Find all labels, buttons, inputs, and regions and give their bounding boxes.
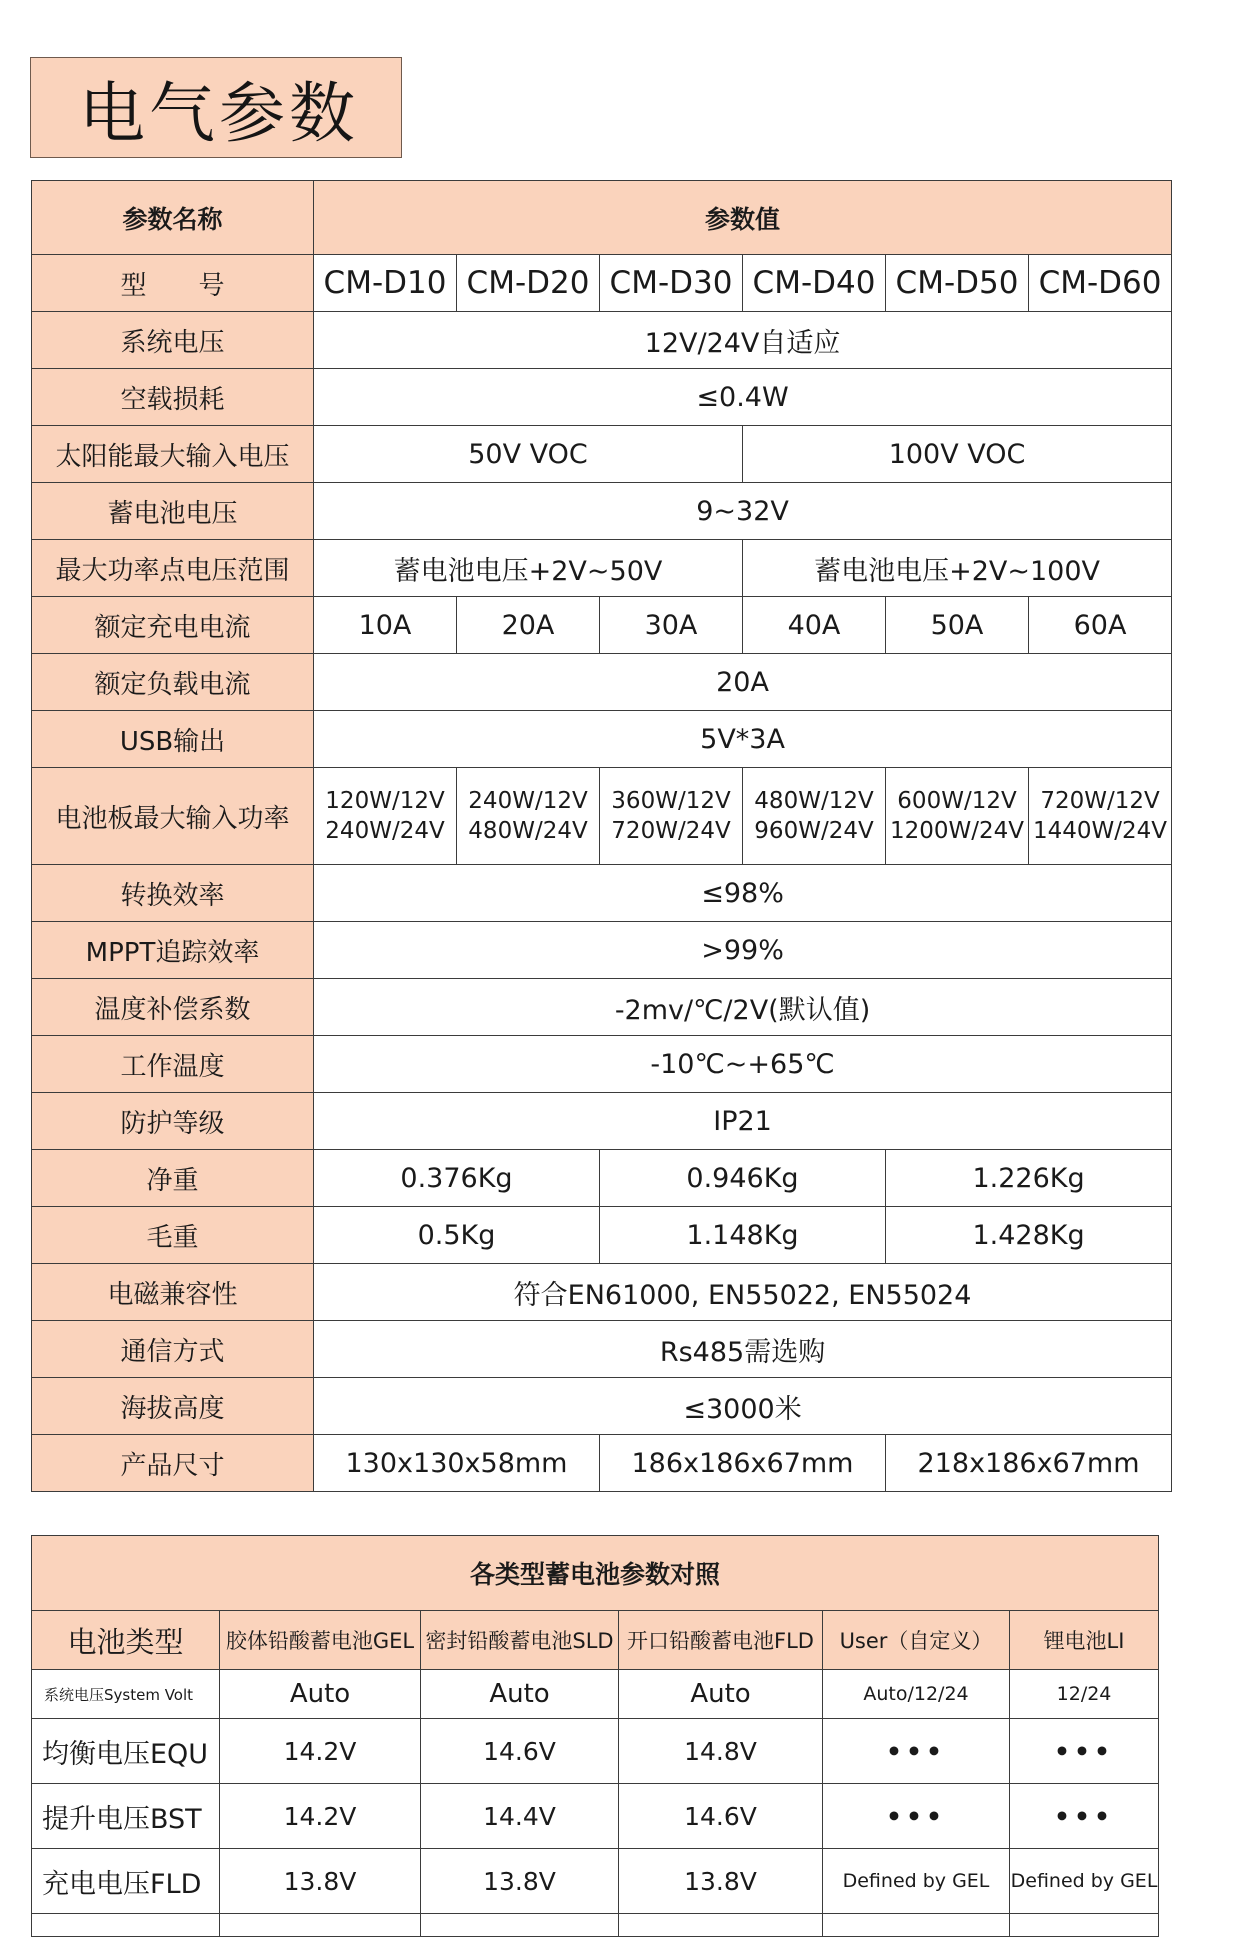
row-label: 工作温度 xyxy=(32,1036,314,1093)
battery-type-cell: 开口铅酸蓄电池FLD xyxy=(619,1611,823,1670)
row-value: Rs485需选购 xyxy=(314,1321,1172,1378)
row-value: 蓄电池电压+2V~100V xyxy=(743,540,1172,597)
row-value: ••• xyxy=(1010,1719,1159,1784)
row-value: 14.2V xyxy=(220,1719,421,1784)
battery-table-caption: 各类型蓄电池参数对照 xyxy=(32,1536,1159,1611)
row-value: 9~32V xyxy=(314,483,1172,540)
row-value: ••• xyxy=(823,1784,1010,1849)
spec-row-panel-power xyxy=(32,768,1172,865)
battery-type-cell: 密封铅酸蓄电池SLD xyxy=(421,1611,619,1670)
row-value xyxy=(457,768,600,865)
spec-row-model xyxy=(32,255,1172,312)
row-value: -2mv/℃/2V(默认值) xyxy=(314,979,1172,1036)
spec-row-mppt-range xyxy=(32,540,1172,597)
spec-row-emc xyxy=(32,1264,1172,1321)
row-label: 产品尺寸 xyxy=(32,1435,314,1492)
model-cell: CM-D30 xyxy=(600,255,743,312)
spec-row-battery-voltage xyxy=(32,483,1172,540)
row-label: 通信方式 xyxy=(32,1321,314,1378)
section-title: 电气参数 xyxy=(79,75,359,152)
battery-type-cell: 胶体铅酸蓄电池GEL xyxy=(220,1611,421,1670)
row-value: ≤0.4W xyxy=(314,369,1172,426)
row-value: Auto/12/24 xyxy=(823,1670,1010,1719)
spec-row-size xyxy=(32,1435,1172,1492)
row-label: 净重 xyxy=(32,1150,314,1207)
power-12v: 120W/12V xyxy=(325,788,445,814)
header-param-value: 参数值 xyxy=(314,181,1172,255)
row-value: Auto xyxy=(220,1670,421,1719)
row-value: 蓄电池电压+2V~50V xyxy=(314,540,743,597)
power-12v: 480W/12V xyxy=(754,788,874,814)
row-value: ••• xyxy=(1010,1784,1159,1849)
row-label: 充电电压FLD xyxy=(32,1849,220,1914)
row-value xyxy=(600,768,743,865)
spec-row-rated-charge xyxy=(32,597,1172,654)
row-value: 12V/24V自适应 xyxy=(314,312,1172,369)
spec-row-no-load-loss xyxy=(32,369,1172,426)
row-value xyxy=(886,768,1029,865)
battery-row-partial xyxy=(32,1914,1159,1937)
row-value: >99% xyxy=(314,922,1172,979)
row-value xyxy=(743,768,886,865)
row-label: 转换效率 xyxy=(32,865,314,922)
row-label: 额定充电电流 xyxy=(32,597,314,654)
row-value: 40A xyxy=(743,597,886,654)
battery-header-row xyxy=(32,1611,1159,1670)
row-value xyxy=(220,1914,421,1937)
row-value xyxy=(421,1914,619,1937)
row-label: 防护等级 xyxy=(32,1093,314,1150)
power-24v: 1200W/24V xyxy=(889,818,1025,844)
row-label: 太阳能最大输入电压 xyxy=(32,426,314,483)
row-label: 空载损耗 xyxy=(32,369,314,426)
battery-type-cell: User（自定义） xyxy=(823,1611,1010,1670)
power-12v: 360W/12V xyxy=(611,788,731,814)
power-24v: 960W/24V xyxy=(754,818,874,844)
row-value: 20A xyxy=(457,597,600,654)
battery-type-cell: 锂电池LI xyxy=(1010,1611,1159,1670)
row-label: 海拔高度 xyxy=(32,1378,314,1435)
power-12v: 240W/12V xyxy=(468,788,588,814)
row-value: ≤98% xyxy=(314,865,1172,922)
model-cell: CM-D50 xyxy=(886,255,1029,312)
electrical-spec-table xyxy=(31,180,1172,1492)
row-value: Defined by GEL xyxy=(1010,1849,1159,1914)
spec-row-gross-weight xyxy=(32,1207,1172,1264)
row-value: 14.2V xyxy=(220,1784,421,1849)
model-cell: CM-D60 xyxy=(1029,255,1172,312)
row-label: 额定负载电流 xyxy=(32,654,314,711)
row-value xyxy=(1010,1914,1159,1937)
power-24v: 720W/24V xyxy=(611,818,731,844)
row-value xyxy=(1029,768,1172,865)
row-label xyxy=(32,1914,220,1937)
row-label: USB输出 xyxy=(32,711,314,768)
spec-row-work-temp xyxy=(32,1036,1172,1093)
spec-row-solar-max-input xyxy=(32,426,1172,483)
row-value: 10A xyxy=(314,597,457,654)
row-value: 14.6V xyxy=(619,1784,823,1849)
model-cell: CM-D10 xyxy=(314,255,457,312)
row-value: 14.6V xyxy=(421,1719,619,1784)
row-value: 符合EN61000, EN55022, EN55024 xyxy=(314,1264,1172,1321)
row-value xyxy=(823,1914,1010,1937)
spec-row-usb xyxy=(32,711,1172,768)
row-value: -10℃~+65℃ xyxy=(314,1036,1172,1093)
spec-row-comm xyxy=(32,1321,1172,1378)
row-value: 20A xyxy=(314,654,1172,711)
row-value xyxy=(314,768,457,865)
spec-row-rated-load xyxy=(32,654,1172,711)
row-value: 100V VOC xyxy=(743,426,1172,483)
row-value xyxy=(619,1914,823,1937)
model-cell: CM-D40 xyxy=(743,255,886,312)
row-label: 电池板最大输入功率 xyxy=(32,768,314,865)
row-value: 60A xyxy=(1029,597,1172,654)
battery-type-table xyxy=(31,1535,1159,1937)
row-value: IP21 xyxy=(314,1093,1172,1150)
spec-row-temp-comp xyxy=(32,979,1172,1036)
battery-row-fld xyxy=(32,1849,1159,1914)
spec-row-altitude xyxy=(32,1378,1172,1435)
row-value: 5V*3A xyxy=(314,711,1172,768)
row-label: 均衡电压EQU xyxy=(32,1719,220,1784)
row-value: 14.8V xyxy=(619,1719,823,1784)
power-24v: 1440W/24V xyxy=(1033,818,1168,844)
row-value: Defined by GEL xyxy=(823,1849,1010,1914)
row-value: Auto xyxy=(421,1670,619,1719)
row-value: 50A xyxy=(886,597,1029,654)
model-cell: CM-D20 xyxy=(457,255,600,312)
spec-row-mppt-eff xyxy=(32,922,1172,979)
row-label: 系统电压 xyxy=(32,312,314,369)
power-24v: 480W/24V xyxy=(468,818,588,844)
row-value: 0.946Kg xyxy=(600,1150,886,1207)
row-label: 温度补偿系数 xyxy=(32,979,314,1036)
row-label: 电磁兼容性 xyxy=(32,1264,314,1321)
battery-caption-row xyxy=(32,1536,1159,1611)
spec-row-protection xyxy=(32,1093,1172,1150)
row-value: 1.226Kg xyxy=(886,1150,1172,1207)
row-value: ≤3000米 xyxy=(314,1378,1172,1435)
row-value: 130x130x58mm xyxy=(314,1435,600,1492)
row-label: 系统电压System Volt xyxy=(32,1670,220,1719)
row-value: 186x186x67mm xyxy=(600,1435,886,1492)
row-value: 1.148Kg xyxy=(600,1207,886,1264)
battery-row-bst xyxy=(32,1784,1159,1849)
row-value: 1.428Kg xyxy=(886,1207,1172,1264)
battery-row-system-volt xyxy=(32,1670,1159,1719)
row-value: 14.4V xyxy=(421,1784,619,1849)
power-24v: 240W/24V xyxy=(325,818,445,844)
row-value: Auto xyxy=(619,1670,823,1719)
spec-row-conversion xyxy=(32,865,1172,922)
power-12v: 720W/12V xyxy=(1040,788,1160,814)
spec-header-row xyxy=(32,181,1172,255)
row-label: 最大功率点电压范围 xyxy=(32,540,314,597)
row-value: 13.8V xyxy=(220,1849,421,1914)
section-title-box xyxy=(30,57,402,158)
battery-type-header: 电池类型 xyxy=(32,1611,220,1670)
row-value: 30A xyxy=(600,597,743,654)
power-12v: 600W/12V xyxy=(897,788,1017,814)
row-label: 提升电压BST xyxy=(32,1784,220,1849)
row-value: ••• xyxy=(823,1719,1010,1784)
row-value: 0.5Kg xyxy=(314,1207,600,1264)
row-value: 50V VOC xyxy=(314,426,743,483)
spec-row-net-weight xyxy=(32,1150,1172,1207)
row-value: 218x186x67mm xyxy=(886,1435,1172,1492)
row-value: 12/24 xyxy=(1010,1670,1159,1719)
spec-row-system-voltage xyxy=(32,312,1172,369)
row-label: 毛重 xyxy=(32,1207,314,1264)
row-label: 蓄电池电压 xyxy=(32,483,314,540)
row-label: MPPT追踪效率 xyxy=(32,922,314,979)
row-value: 13.8V xyxy=(421,1849,619,1914)
row-label: 型 号 xyxy=(32,255,314,312)
header-param-name: 参数名称 xyxy=(32,181,314,255)
battery-row-equ xyxy=(32,1719,1159,1784)
row-value: 0.376Kg xyxy=(314,1150,600,1207)
row-value: 13.8V xyxy=(619,1849,823,1914)
